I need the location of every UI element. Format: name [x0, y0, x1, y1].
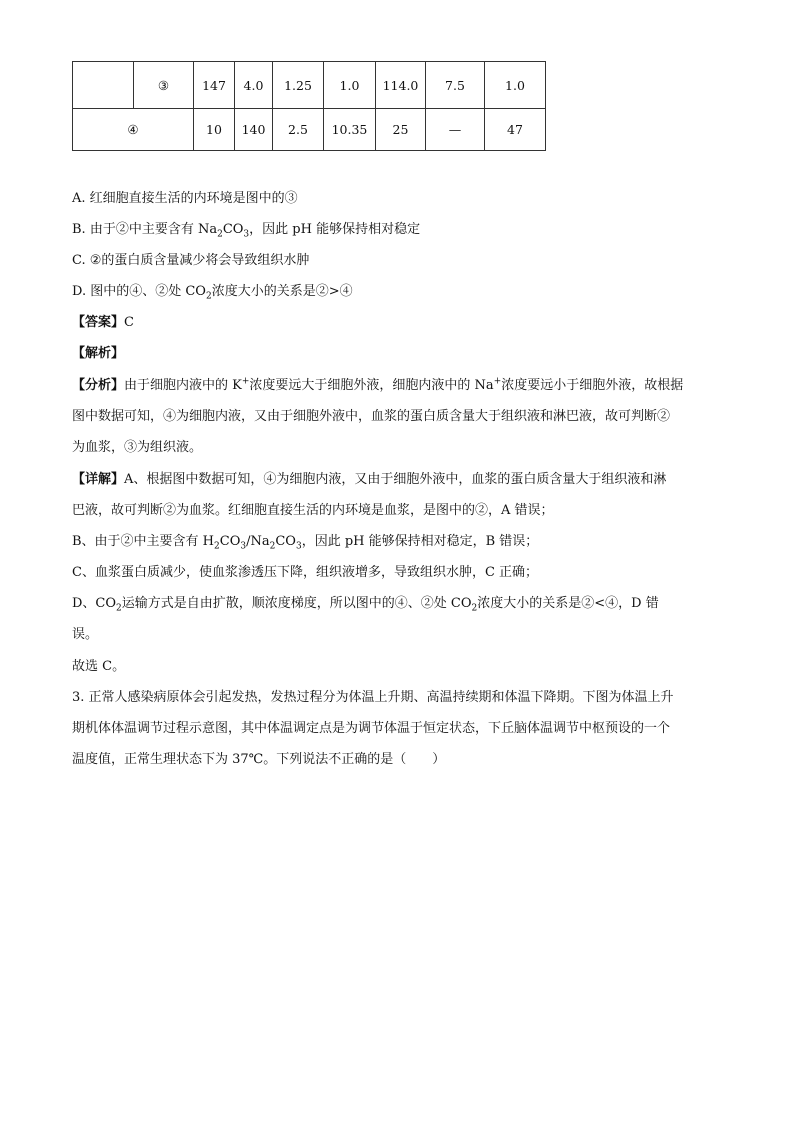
xiangjie-line-4: C、血浆蛋白质减少，使血浆渗透压下降，组织液增多，导致组织水肿，C 正确；	[72, 565, 539, 580]
table-cell: 1.25	[273, 62, 324, 109]
question-3-line-3: 温度值，正常生理状态下为 37℃。下列说法不正确的是（ ）	[72, 752, 446, 767]
table-row	[73, 109, 546, 151]
fenxi-line-2: 图中数据可知，④为细胞内液，又由于细胞外液中，血浆的蛋白质含量大于组织液和淋巴液，故可判断②	[72, 409, 671, 424]
table-cell: 147	[194, 62, 235, 109]
question-3-line-2: 期机体体温调节过程示意图，其中体温调定点是为调节体温于恒定状态，下丘脑体温调节中枢预设的一个	[72, 721, 671, 736]
option-d: D. 图中的④、②处 $CO_2$浓度大小的关系是②>④	[72, 284, 353, 302]
table-cell: 7.5	[426, 62, 485, 109]
option-c: C. ②的蛋白质含量减少将会导致组织水肿	[72, 253, 310, 268]
answer-label: 【答案】	[72, 315, 125, 330]
xiangjie-line-7: 故选 C。	[72, 659, 126, 674]
xiangjie-line-2: 巴液，故可判断②为血浆。红细胞直接生活的内环境是血浆，是图中的②，A 错误；	[72, 503, 554, 518]
table-cell: 10	[194, 109, 235, 151]
xiangjie-line-3: B、由于②中主要含有 $H_2CO_3/Na_2CO_3$，因此 pH 能够保持相对稳定，B 错误；	[72, 534, 539, 552]
fenxi-line-3: 为血浆，③为组织液。	[72, 440, 203, 455]
table-cell: 1.0	[485, 62, 546, 109]
xiangjie-line-1: 【详解】A、根据图中数据可知，④为细胞内液，又由于细胞外液中，血浆的蛋白质含量大于组织液和淋	[72, 472, 667, 487]
data-table	[72, 61, 546, 151]
xiangjie-line-5: D、$CO_2$运输方式是自由扩散，顺浓度梯度，所以图中的④、②处 $CO_2$浓度大小的关系是②<④，D 错	[72, 596, 659, 614]
table-cell: 47	[485, 109, 546, 151]
table-cell-label: ③	[134, 62, 194, 109]
answer-value: C	[124, 315, 134, 330]
table-cell: 1.0	[324, 62, 376, 109]
analysis-label: 【解析】	[72, 346, 125, 361]
option-b: B. 由于②中主要含有 $Na_2CO_3$，因此 pH 能够保持相对稳定	[72, 222, 421, 240]
table-cell-empty	[73, 62, 134, 109]
fenxi-line-1: 【分析】由于细胞内液中的 K+浓度要远大于细胞外液，细胞内液中的 Na+浓度要远小于细胞外液，故根据	[72, 376, 684, 393]
question-3-line-1: 3. 正常人感染病原体会引起发热，发热过程分为体温上升期、高温持续期和体温下降期。下图为体温上升	[72, 690, 674, 705]
table-cell-label: ④	[73, 109, 194, 151]
answer-line	[72, 313, 754, 333]
xiangjie-line-6: 误。	[72, 627, 99, 642]
option-a: A. 红细胞直接生活的内环境是图中的③	[72, 191, 298, 206]
table-cell: 25	[376, 109, 426, 151]
table-row	[73, 62, 546, 109]
table-cell: 4.0	[235, 62, 273, 109]
table-cell: 140	[235, 109, 273, 151]
table-cell: —	[426, 109, 485, 151]
table-cell: 10.35	[324, 109, 376, 151]
table-cell: 2.5	[273, 109, 324, 151]
table-cell: 114.0	[376, 62, 426, 109]
